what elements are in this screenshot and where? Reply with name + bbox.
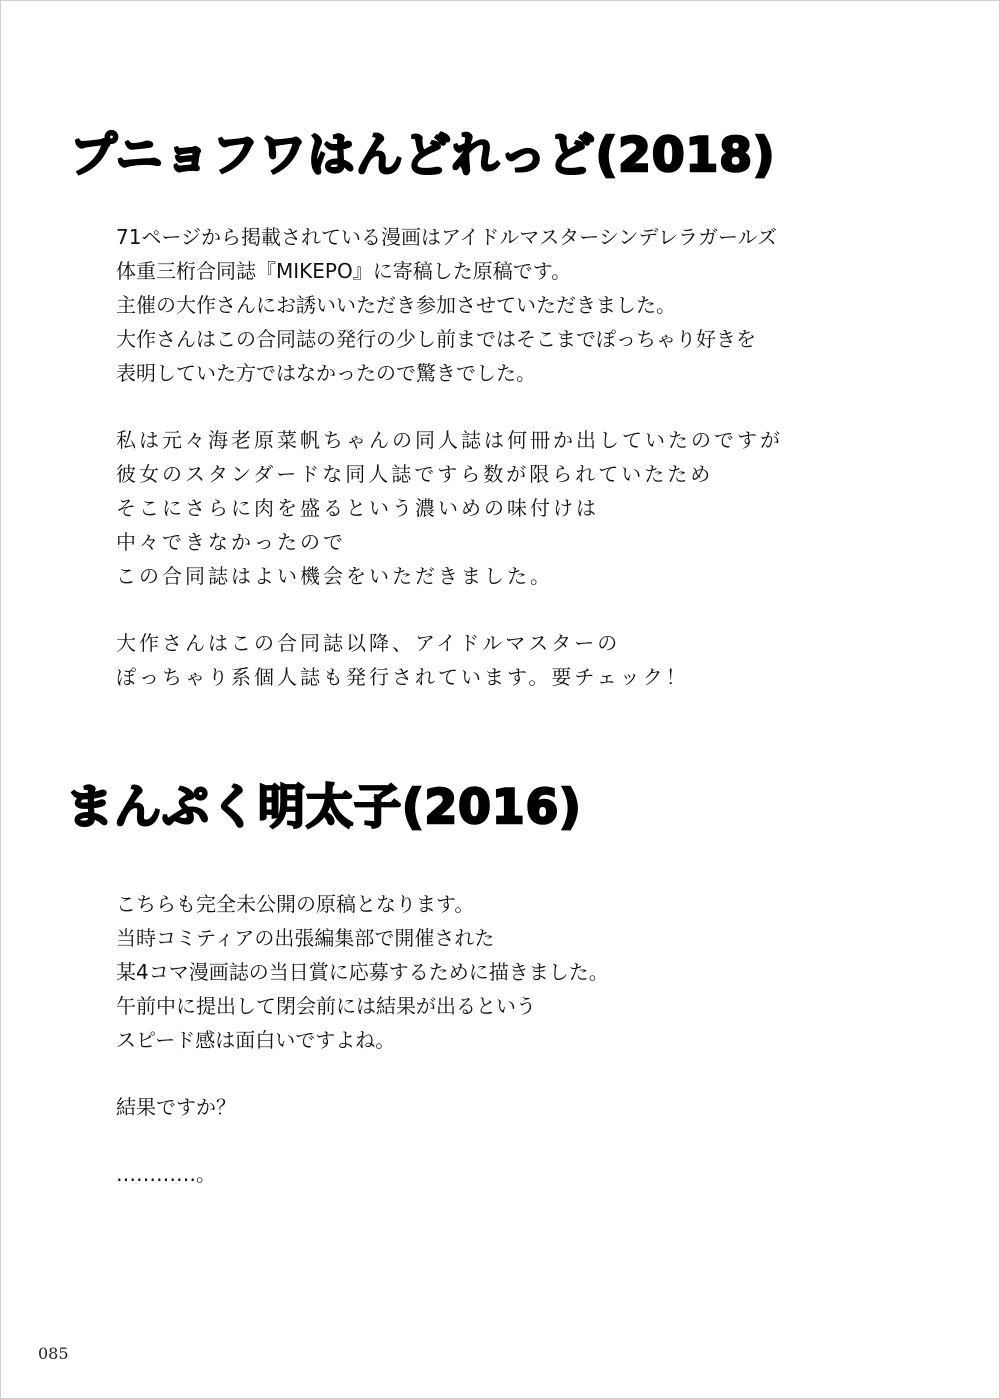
section-body-punyofuwa	[116, 220, 783, 727]
text-line: そこにさらに肉を盛るという濃いめの味付けは	[116, 496, 599, 520]
text-line: 中々できなかったので	[116, 530, 346, 554]
paragraph	[116, 1090, 609, 1124]
text-line: …………。	[116, 1162, 216, 1186]
text-line: 結果ですか？	[116, 1095, 236, 1119]
text-line: 私は元々海老原菜帆ちゃんの同人誌は何冊か出していたのですが	[116, 428, 783, 452]
text-line: 表明していた方ではなかったので驚きでした。	[116, 361, 536, 385]
text-line: こちらも完全未公開の原稿となります。	[116, 892, 475, 916]
paragraph	[116, 1157, 609, 1191]
text-line: 午前中に提出して閉会前には結果が出るという	[116, 994, 536, 1018]
text-line: 体重三桁合同誌『MIKEPO』に寄稿した原稿です。	[116, 259, 572, 283]
page-number: 085	[38, 1344, 69, 1363]
section-body-manpuku	[116, 887, 609, 1224]
text-line: 大作さんはこの合同誌の発行の少し前まではそこまでぽっちゃり好きを	[116, 327, 756, 351]
text-line: この合同誌はよい機会をいただきました。	[116, 564, 553, 588]
text-line: 71ページから掲載されている漫画はアイドルマスターシンデレラガールズ	[116, 225, 777, 249]
text-line: 大作さんはこの合同誌以降、アイドルマスターの	[116, 631, 621, 655]
text-line: 某4コマ漫画誌の当日賞に応募するために描きました。	[116, 960, 609, 984]
text-line: 当時コミティアの出張編集部で開催された	[116, 926, 495, 950]
section-heading-punyofuwa: プニョフワはんどれっど(2018)	[70, 128, 776, 183]
paragraph	[116, 887, 609, 1057]
paragraph	[116, 423, 783, 593]
section-heading-manpuku: まんぷく明太子(2016)	[66, 780, 582, 835]
text-line: 彼女のスタンダードな同人誌ですら数が限られていたため	[116, 462, 714, 486]
text-line: 主催の大作さんにお誘いいただき参加させていただきました。	[116, 293, 676, 317]
text-line: スピード感は面白いですよね。	[116, 1028, 396, 1052]
paragraph	[116, 626, 783, 694]
paragraph	[116, 220, 783, 390]
text-line: ぽっちゃり系個人誌も発行されています。要チェック！	[116, 665, 689, 689]
